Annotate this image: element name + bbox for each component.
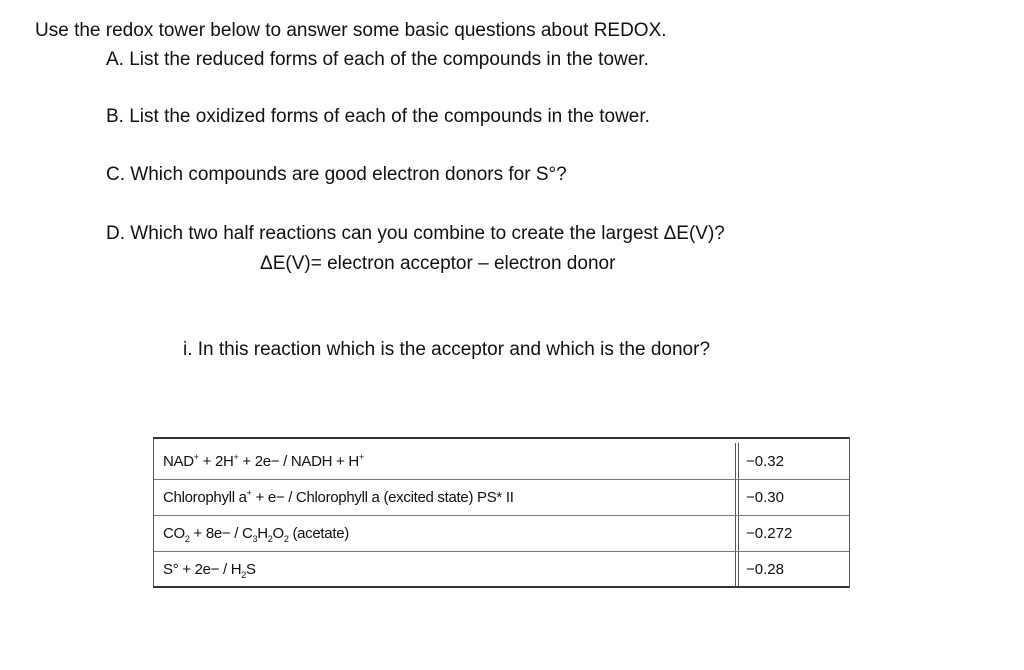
question-d-formula: ΔE(V)= electron acceptor – electron donor (260, 253, 616, 274)
question-b: B. List the oxidized forms of each of the compounds in the tower. (106, 106, 650, 127)
redox-tower-table (153, 437, 850, 588)
potential-value: −0.30 (746, 489, 784, 506)
intro-text: Use the redox tower below to answer some basic questions about REDOX. (35, 20, 667, 41)
column-divider (735, 443, 736, 479)
table-row (154, 443, 849, 479)
table-row (154, 515, 849, 551)
reaction-label: Chlorophyll a+ + e− / Chlorophyll a (excited state) PS* II (163, 488, 514, 506)
question-c: C. Which compounds are good electron donors for S°? (106, 164, 567, 185)
potential-value: −0.272 (746, 525, 793, 542)
table-row (154, 551, 849, 587)
reaction-label: $CO_2 + 8e- / C_3H_2O_2$ (acetate) (163, 525, 349, 544)
question-d-i: i. In this reaction which is the acceptor and which is the donor? (183, 339, 711, 360)
reaction-label: $S^\circ + 2e- / H_2S$ (163, 561, 256, 580)
reaction-label: NAD+ + 2H+ + 2e− / NADH + H+ (163, 451, 364, 470)
question-a: A. List the reduced forms of each of the compounds in the tower. (106, 49, 649, 70)
potential-value: −0.32 (746, 452, 784, 470)
column-divider (738, 516, 739, 551)
column-divider (735, 516, 736, 551)
column-divider (735, 480, 736, 515)
question-d: D. Which two half reactions can you combine to create the largest ΔE(V)? (106, 223, 725, 244)
column-divider (738, 443, 739, 479)
table-row (154, 479, 849, 515)
column-divider (738, 480, 739, 515)
column-divider (735, 552, 736, 587)
column-divider (738, 552, 739, 587)
potential-value: −0.28 (746, 561, 784, 578)
